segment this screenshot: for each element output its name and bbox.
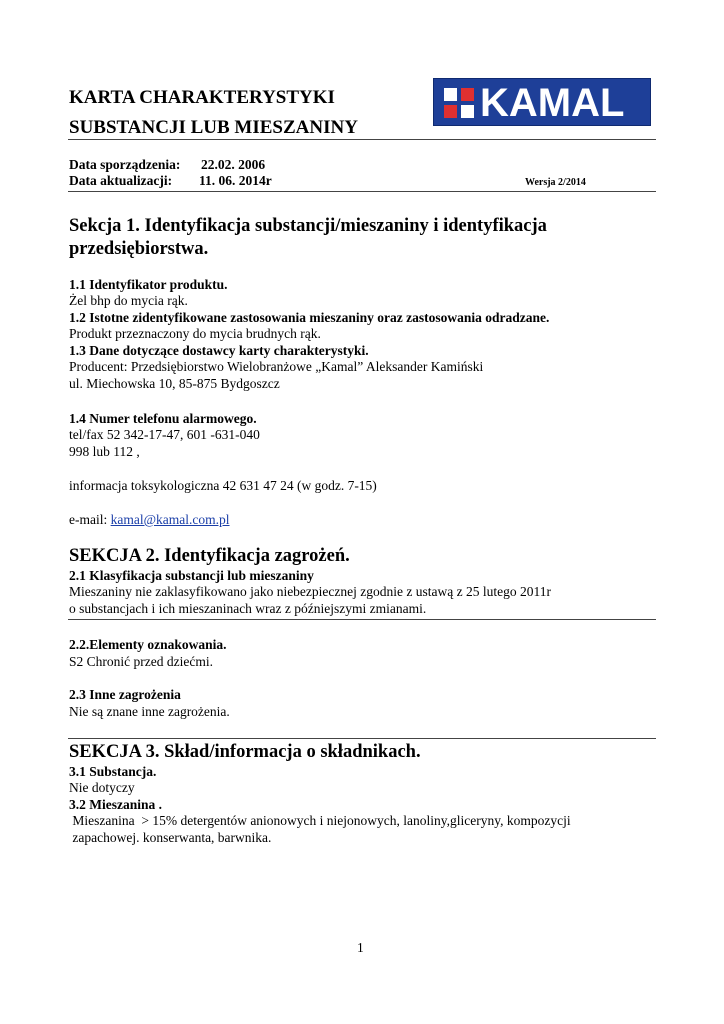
s3-2-text1: Mieszanina > 15% detergentów anionowych i niejonowych, lanoliny,gliceryny, kompozycji [69,813,571,828]
s2-3-text: Nie są znane inne zagrożenia. [69,704,230,719]
s2-3-label: 2.3 Inne zagrożenia [69,687,181,702]
s1-1-text: Żel bhp do mycia rąk. [69,293,188,308]
document-title-line2: SUBSTANCJI LUB MIESZANINY [69,117,358,138]
section3-heading: SEKCJA 3. Skład/informacja o składnikach. [69,742,421,762]
s3-1-label: 3.1 Substancja. [69,764,157,779]
s1-3-text2: ul. Miechowska 10, 85-875 Bydgoszcz [69,376,280,391]
s1-3-label: 1.3 Dane dotyczące dostawcy karty charakterystyki. [69,343,369,358]
s2-2-label: 2.2.Elementy oznakowania. [69,637,227,652]
email-link[interactable]: kamal@kamal.com.pl [110,512,230,527]
page-number: 1 [357,940,364,955]
section1-heading-line2: przedsiębiorstwa. [69,239,209,259]
document-title-line1: KARTA CHARAKTERYSTYKI [69,87,335,108]
date-created-label: Data sporządzenia: [69,157,181,172]
tox-info: informacja toksykologiczna 42 631 47 24 (w godz. 7-15) [69,478,377,493]
s2-2-text: S2 Chronić przed dziećmi. [69,654,213,669]
email-line [69,512,230,529]
s1-4-text2: 998 lub 112 , [69,444,140,459]
s1-2-label: 1.2 Istotne zidentyfikowane zastosowania mieszaniny oraz zastosowania odradzane. [69,310,550,325]
s1-2-text: Produkt przeznaczony do mycia brudnych rąk. [69,326,321,341]
date-created-value: 22.02. 2006 [201,157,266,172]
section2-heading: SEKCJA 2. Identyfikacja zagrożeń. [69,546,350,566]
s2-1-text1: Mieszaniny nie zaklasyfikowano jako niebezpiecznej zgodnie z ustawą z 25 lutego 2011r [69,584,551,599]
dates-divider [68,191,656,192]
email-label: e-mail: [69,512,108,527]
kamal-logo [433,78,651,126]
s3-2-text2: zapachowej. konserwanta, barwnika. [69,830,272,845]
section2-divider [68,619,656,620]
date-updated-label: Data aktualizacji: [69,173,173,188]
date-updated-value: 11. 06. 2014r [199,173,272,188]
version-label: Wersja 2/2014 [525,177,586,188]
section1-heading-line1: Sekcja 1. Identyfikacja substancji/mieszaniny i identyfikacja [69,216,547,236]
s1-4-text1: tel/fax 52 342-17-47, 601 -631-040 [69,427,260,442]
s2-1-label: 2.1 Klasyfikacja substancji lub mieszaniny [69,568,314,583]
header-divider [68,139,656,140]
kamal-logo-text: KAMAL [480,81,625,125]
s3-2-label: 3.2 Mieszanina . [69,797,162,812]
s3-1-text: Nie dotyczy [69,780,135,795]
kamal-logo-mark-icon [442,86,476,120]
s2-1-text2: o substancjach i ich mieszaninach wraz z późniejszymi zmianami. [69,601,427,616]
s1-3-text1: Producent: Przedsiębiorstwo Wielobranżowe „Kamal” Aleksander Kamiński [69,359,484,374]
s1-1-label: 1.1 Identyfikator produktu. [69,277,228,292]
s1-4-label: 1.4 Numer telefonu alarmowego. [69,411,257,426]
section3-divider [68,738,656,739]
